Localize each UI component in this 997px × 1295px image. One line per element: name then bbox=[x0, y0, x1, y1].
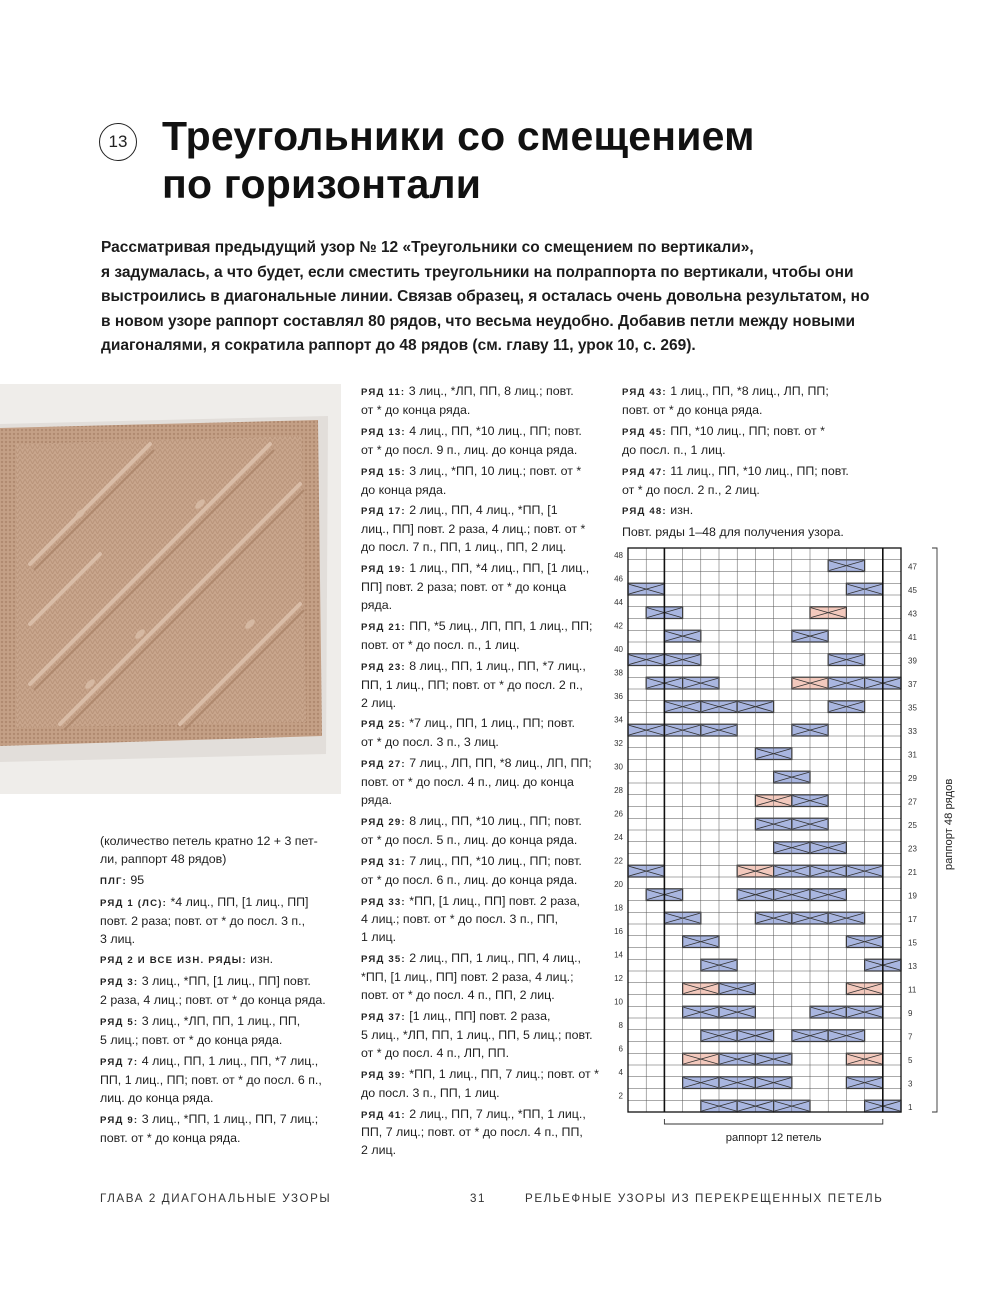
instruction-text: до посл. п., 1 лиц. bbox=[622, 442, 726, 457]
instruction-block bbox=[622, 463, 849, 500]
row-label: РЯД 25: bbox=[361, 719, 406, 731]
instruction-line bbox=[100, 1013, 326, 1032]
instruction-block bbox=[361, 560, 599, 615]
intro-line: Рассматривая предыдущий узор № 12 «Треугольники со смещением по вертикали», bbox=[101, 239, 754, 256]
row-number-right: 29 bbox=[908, 774, 917, 783]
row-number-left: 34 bbox=[614, 715, 623, 725]
instruction-line bbox=[361, 1106, 599, 1125]
instruction-text: повт. от * до посл. п., 1 лиц. bbox=[361, 637, 520, 652]
row-label: РЯД 37: bbox=[361, 1012, 406, 1023]
instruction-block bbox=[100, 872, 326, 891]
instruction-line bbox=[361, 695, 599, 713]
instruction-text: ПП] повт. 2 раза; повт. от * до конца bbox=[361, 580, 567, 595]
row-label: РЯД 33: bbox=[361, 896, 406, 908]
instruction-line bbox=[361, 774, 599, 792]
instruction-line bbox=[361, 893, 599, 912]
instruction-text: 7 лиц., ЛП, ПП, *8 лиц., ЛП, ПП; bbox=[405, 756, 592, 771]
row-label: РЯД 11: bbox=[361, 387, 406, 398]
instruction-text: 2 лиц., ПП, 4 лиц., *ПП, [1 bbox=[405, 503, 558, 518]
row-number-right: 7 bbox=[908, 1032, 913, 1042]
row-number-right: 33 bbox=[908, 727, 917, 736]
instruction-text: *7 лиц., ПП, 1 лиц., ПП; повт. bbox=[405, 716, 575, 731]
row-label: РЯД 41: bbox=[361, 1109, 406, 1121]
instruction-line bbox=[361, 579, 599, 597]
instruction-line bbox=[100, 913, 326, 931]
row-label: РЯД 47: bbox=[622, 466, 667, 478]
row-label: РЯД 23: bbox=[361, 661, 406, 673]
instruction-line bbox=[622, 442, 849, 460]
row-number-right: 5 bbox=[908, 1056, 913, 1065]
instruction-line bbox=[361, 618, 599, 637]
instruction-line bbox=[100, 973, 326, 992]
instruction-text: ПП, *5 лиц., ЛП, ПП, 1 лиц., ПП; bbox=[405, 618, 593, 633]
row-label: РЯД 9: bbox=[100, 1114, 139, 1126]
row-number-left: 26 bbox=[614, 809, 623, 819]
footer-section: РЕЛЬЕФНЫЕ УЗОРЫ ИЗ ПЕРЕКРЕЩЕННЫХ ПЕТЕЛЬ bbox=[525, 1192, 884, 1205]
instruction-block bbox=[100, 1013, 326, 1050]
instruction-text: от * до посл. 3 п., 3 лиц. bbox=[361, 735, 499, 750]
footer-chapter: ГЛАВА 2 ДИАГОНАЛЬНЫЕ УЗОРЫ bbox=[100, 1192, 332, 1205]
instruction-text: 7 лиц., ПП, *10 лиц., ПП; повт. bbox=[405, 853, 582, 868]
row-label: РЯД 19: bbox=[361, 564, 406, 576]
instruction-line bbox=[361, 423, 599, 442]
row-number-right: 47 bbox=[908, 562, 917, 572]
instruction-text: 2 лиц. bbox=[361, 1143, 397, 1158]
instruction-line bbox=[361, 1085, 599, 1103]
instruction-line bbox=[361, 853, 599, 872]
instruction-line bbox=[100, 1032, 326, 1050]
instruction-line bbox=[361, 482, 599, 500]
instruction-text: *ПП, [1 лиц., ПП] повт. 2 раза, bbox=[405, 893, 580, 908]
instruction-line bbox=[100, 992, 326, 1010]
row-label: РЯД 17: bbox=[361, 506, 406, 518]
instruction-block bbox=[100, 951, 326, 970]
intro-paragraph bbox=[101, 236, 871, 359]
row-label: РЯД 3: bbox=[100, 977, 139, 989]
instruction-text: 2 лиц., ПП, 1 лиц., ПП, 4 лиц., bbox=[405, 951, 581, 966]
row-number-left: 10 bbox=[614, 997, 623, 1007]
instruction-line bbox=[622, 402, 849, 420]
instruction-line bbox=[100, 872, 326, 891]
row-label: РЯД 13: bbox=[361, 426, 406, 438]
instruction-line bbox=[361, 734, 599, 752]
page-number: 31 bbox=[470, 1192, 487, 1205]
row-label: РЯД 39: bbox=[361, 1069, 406, 1081]
instruction-text: изн. bbox=[666, 503, 694, 518]
instruction-line bbox=[622, 423, 849, 442]
instruction-line bbox=[100, 833, 326, 851]
pattern-number-badge bbox=[99, 123, 137, 161]
instruction-line bbox=[361, 677, 599, 695]
instruction-text: 3 лиц., *ЛП, ПП, 8 лиц.; повт. bbox=[405, 384, 574, 398]
instruction-line bbox=[361, 502, 599, 521]
row-number-right: 25 bbox=[908, 821, 917, 830]
instruction-block bbox=[100, 973, 326, 1010]
instruction-line bbox=[361, 872, 599, 890]
instruction-text: лиц., ПП] повт. 2 раза, 4 лиц.; повт. от * bbox=[361, 522, 586, 537]
row-label: РЯД 48: bbox=[622, 506, 667, 518]
instruction-line bbox=[361, 658, 599, 677]
instruction-text: от * до посл. 2 п., 2 лиц. bbox=[622, 482, 760, 497]
instruction-text: 5 лиц., *ЛП, ПП, 1 лиц., ПП, 5 лиц.; повт. bbox=[361, 1027, 593, 1042]
instruction-text: до конца ряда. bbox=[361, 482, 447, 497]
instruction-line bbox=[361, 402, 599, 420]
instruction-line bbox=[361, 1124, 599, 1142]
row-number-right: 3 bbox=[908, 1079, 913, 1089]
instruction-line bbox=[361, 560, 599, 579]
instruction-block bbox=[361, 658, 599, 713]
row-number-right: 45 bbox=[908, 586, 917, 595]
instructions-column-1 bbox=[100, 833, 326, 1151]
instruction-line bbox=[622, 463, 849, 482]
row-number-left: 48 bbox=[614, 550, 623, 560]
row-number-left: 6 bbox=[618, 1044, 623, 1054]
instruction-line bbox=[622, 502, 849, 521]
instruction-text: от * до посл. 9 п., лиц. до конца ряда. bbox=[361, 442, 578, 457]
row-label: РЯД 2 И ВСЕ ИЗН. РЯДЫ: bbox=[100, 955, 247, 967]
instruction-block bbox=[100, 1053, 326, 1108]
row-repeat-label: раппорт 48 рядов bbox=[943, 778, 955, 871]
instruction-text: 8 лиц., ПП, *10 лиц., ПП; повт. bbox=[405, 813, 582, 828]
instruction-text: 3 лиц. bbox=[100, 931, 136, 946]
stitch-repeat-label: раппорт 12 петель bbox=[725, 1132, 822, 1144]
row-number-right: 19 bbox=[908, 891, 917, 901]
instruction-text: 4 лиц., ПП, 1 лиц., ПП, *7 лиц., bbox=[138, 1053, 319, 1068]
instruction-block bbox=[361, 1008, 599, 1063]
instruction-block bbox=[622, 502, 849, 521]
instruction-block bbox=[622, 423, 849, 460]
instruction-block bbox=[100, 894, 326, 949]
row-number-right: 13 bbox=[908, 962, 917, 971]
row-number-left: 16 bbox=[614, 926, 623, 936]
intro-line: выстроились в диагональные линии. Связав образец, я осталась очень довольна результатом, но bbox=[101, 288, 870, 305]
instruction-line bbox=[361, 463, 599, 482]
row-number-right: 39 bbox=[908, 656, 917, 666]
instruction-line bbox=[100, 1072, 326, 1090]
instruction-line bbox=[361, 950, 599, 969]
instruction-line bbox=[100, 951, 326, 970]
instruction-text: от * до конца ряда. bbox=[361, 402, 471, 417]
instruction-line bbox=[361, 539, 599, 557]
instruction-text: Повт. ряды 1–48 для получения узора. bbox=[622, 525, 844, 540]
instruction-text: 4 лиц.; повт. от * до посл. 3 п., ПП, bbox=[361, 912, 559, 927]
row-number-right: 43 bbox=[908, 609, 917, 619]
row-number-left: 8 bbox=[618, 1020, 623, 1030]
pattern-number: 13 bbox=[108, 132, 128, 151]
instruction-text: [1 лиц., ПП] повт. 2 раза, bbox=[405, 1009, 551, 1023]
page-title bbox=[162, 112, 755, 208]
instruction-text: 3 лиц., *ПП, 10 лиц.; повт. от * bbox=[405, 463, 582, 478]
instruction-text: 3 лиц., *ПП, 1 лиц., ПП, 7 лиц.; bbox=[138, 1111, 319, 1126]
instruction-line bbox=[361, 442, 599, 460]
instruction-block bbox=[361, 715, 599, 752]
row-number-right: 1 bbox=[908, 1103, 913, 1112]
row-number-right: 23 bbox=[908, 844, 917, 854]
instruction-block bbox=[361, 1106, 599, 1161]
instruction-text: ПП, 1 лиц., ПП; повт. от * до посл. 6 п., bbox=[100, 1072, 322, 1087]
row-number-right: 27 bbox=[908, 797, 917, 807]
row-number-left: 38 bbox=[614, 668, 623, 678]
row-number-left: 20 bbox=[614, 879, 623, 889]
instruction-text: 1 лиц. bbox=[361, 930, 397, 945]
instruction-text: 1 лиц., ПП, *4 лиц., ПП, [1 лиц., bbox=[405, 561, 590, 576]
instruction-block bbox=[361, 423, 599, 460]
instruction-text: повт. от * до конца ряда. bbox=[622, 402, 763, 417]
row-number-left: 32 bbox=[614, 738, 623, 748]
instruction-line bbox=[361, 792, 599, 810]
instruction-block bbox=[361, 853, 599, 890]
instruction-line bbox=[622, 383, 849, 402]
instruction-text: повт. 2 раза; повт. от * до посл. 3 п., bbox=[100, 913, 306, 928]
instruction-block bbox=[361, 950, 599, 1005]
row-label: РЯД 31: bbox=[361, 856, 406, 868]
row-number-right: 31 bbox=[908, 750, 917, 760]
row-label: РЯД 7: bbox=[100, 1056, 139, 1068]
row-number-left: 22 bbox=[614, 856, 623, 866]
row-number-right: 15 bbox=[908, 938, 917, 948]
instruction-line bbox=[361, 597, 599, 615]
instruction-text: 3 лиц., *ЛП, ПП, 1 лиц., ПП, bbox=[138, 1014, 301, 1029]
instruction-text: ряда. bbox=[361, 597, 393, 612]
instruction-line bbox=[361, 383, 599, 402]
instruction-line bbox=[361, 1045, 599, 1063]
instruction-text: 2 лиц. bbox=[361, 695, 397, 710]
instruction-line bbox=[622, 482, 849, 500]
row-label: РЯД 1 (ЛС): bbox=[100, 897, 168, 909]
title-line-1: Треугольники со смещением bbox=[162, 113, 755, 159]
instruction-text: *ПП, 1 лиц., ПП, 7 лиц.; повт. от * bbox=[405, 1066, 599, 1081]
instruction-line bbox=[100, 1090, 326, 1108]
instruction-text: *ПП, [1 лиц., ПП] повт. 2 раза, 4 лиц.; bbox=[361, 970, 574, 985]
instructions-column-3 bbox=[622, 383, 849, 545]
instruction-line bbox=[100, 1130, 326, 1148]
row-number-left: 28 bbox=[614, 785, 623, 795]
instruction-block bbox=[361, 1066, 599, 1103]
instruction-text: ПП, *10 лиц., ПП; повт. от * bbox=[666, 423, 825, 438]
row-number-right: 37 bbox=[908, 680, 917, 689]
instruction-text: ПП, 1 лиц., ПП; повт. от * до посл. 2 п., bbox=[361, 677, 583, 692]
row-number-left: 18 bbox=[614, 903, 623, 913]
row-label: РЯД 15: bbox=[361, 466, 406, 478]
intro-line: диагоналями, я сократила раппорт до 48 рядов (см. главу 11, урок 10, с. 269). bbox=[101, 337, 696, 354]
knitting-chart bbox=[606, 540, 976, 1160]
instruction-block bbox=[361, 618, 599, 655]
instruction-line bbox=[361, 1027, 599, 1045]
row-label: ПЛГ: bbox=[100, 875, 127, 887]
row-number-left: 24 bbox=[614, 832, 623, 842]
row-number-left: 2 bbox=[618, 1091, 623, 1101]
instruction-line bbox=[361, 521, 599, 539]
row-number-left: 40 bbox=[614, 644, 623, 654]
instruction-line bbox=[361, 929, 599, 947]
row-number-left: 4 bbox=[618, 1067, 623, 1077]
instruction-block bbox=[361, 813, 599, 850]
instruction-text: повт. от * до посл. 4 п., лиц. до конца bbox=[361, 775, 574, 790]
instruction-line bbox=[361, 987, 599, 1005]
instruction-line bbox=[100, 1053, 326, 1072]
row-label: РЯД 43: bbox=[622, 387, 667, 398]
stitch-repeat-bracket bbox=[664, 1119, 882, 1124]
row-number-left: 36 bbox=[614, 691, 623, 701]
row-number-right: 11 bbox=[908, 985, 917, 995]
instruction-block bbox=[100, 1111, 326, 1148]
instruction-block bbox=[361, 383, 599, 420]
row-number-right: 35 bbox=[908, 703, 917, 713]
instruction-line bbox=[361, 1142, 599, 1160]
instruction-block bbox=[622, 383, 849, 420]
instruction-text: до посл. 3 п., ПП, 1 лиц. bbox=[361, 1085, 500, 1100]
instruction-text: лиц. до конца ряда. bbox=[100, 1090, 214, 1105]
instruction-text: 8 лиц., ПП, 1 лиц., ПП, *7 лиц., bbox=[405, 658, 586, 673]
instruction-line bbox=[361, 813, 599, 832]
instruction-block bbox=[100, 833, 326, 869]
instruction-text: от * до посл. 6 п., лиц. до конца ряда. bbox=[361, 872, 578, 887]
instruction-text: 95 bbox=[126, 872, 145, 887]
instruction-line bbox=[361, 832, 599, 850]
row-label: РЯД 5: bbox=[100, 1017, 139, 1029]
instruction-text: до посл. 7 п., ПП, 1 лиц., ПП, 2 лиц. bbox=[361, 540, 567, 555]
instruction-block bbox=[361, 893, 599, 948]
instruction-text: ряда. bbox=[361, 793, 393, 808]
instruction-text: *4 лиц., ПП, [1 лиц., ПП] bbox=[167, 894, 309, 909]
row-number-left: 12 bbox=[614, 973, 623, 983]
instruction-line bbox=[361, 637, 599, 655]
instruction-line bbox=[361, 969, 599, 987]
row-number-left: 46 bbox=[614, 574, 623, 584]
instructions-column-2 bbox=[361, 383, 599, 1163]
instruction-text: от * до посл. 4 п., ЛП, ПП. bbox=[361, 1045, 510, 1060]
instruction-text: изн. bbox=[246, 952, 274, 967]
instruction-line bbox=[100, 931, 326, 949]
row-label: РЯД 35: bbox=[361, 954, 406, 966]
instruction-text: 1 лиц., ПП, *8 лиц., ЛП, ПП; bbox=[666, 384, 829, 398]
instruction-line bbox=[361, 1066, 599, 1085]
instruction-text: повт. от * до конца ряда. bbox=[100, 1130, 241, 1145]
instruction-line bbox=[361, 715, 599, 734]
row-number-right: 17 bbox=[908, 915, 917, 924]
title-line-2: по горизонтали bbox=[162, 161, 482, 207]
instruction-text: 4 лиц., ПП, *10 лиц., ПП; повт. bbox=[405, 423, 582, 438]
intro-line: я задумалась, а что будет, если сместить треугольники на полраппорта по вертикали, чтобы они bbox=[101, 263, 854, 281]
instruction-text: 3 лиц., *ПП, [1 лиц., ПП] повт. bbox=[138, 974, 311, 989]
knitted-swatch-photo bbox=[0, 384, 341, 794]
instruction-text: ли, раппорт 48 рядов) bbox=[100, 851, 227, 866]
instruction-line bbox=[100, 894, 326, 913]
row-number-left: 14 bbox=[614, 950, 623, 960]
intro-line: в новом узоре раппорт составлял 80 рядов, что весьма неудобно. Добавив петли между новыми bbox=[101, 312, 856, 330]
row-number-right: 21 bbox=[908, 868, 917, 877]
instruction-line bbox=[361, 1008, 599, 1027]
instruction-line bbox=[361, 911, 599, 929]
instruction-block bbox=[361, 463, 599, 500]
instruction-text: повт. от * до посл. 4 п., ПП, 2 лиц. bbox=[361, 988, 555, 1003]
instruction-line bbox=[361, 755, 599, 774]
row-label: РЯД 21: bbox=[361, 621, 406, 633]
instruction-line bbox=[100, 1111, 326, 1130]
row-repeat-bracket bbox=[932, 548, 937, 1112]
row-label: РЯД 29: bbox=[361, 816, 406, 828]
instruction-text: 5 лиц.; повт. от * до конца ряда. bbox=[100, 1033, 283, 1048]
row-number-left: 42 bbox=[614, 621, 623, 631]
instruction-text: ПП, 7 лиц.; повт. от * до посл. 4 п., ПП, bbox=[361, 1125, 583, 1140]
row-number-left: 44 bbox=[614, 597, 623, 607]
row-number-right: 9 bbox=[908, 1009, 913, 1018]
instruction-block bbox=[361, 755, 599, 810]
row-label: РЯД 27: bbox=[361, 759, 406, 771]
instruction-text: 2 лиц., ПП, 7 лиц., *ПП, 1 лиц., bbox=[405, 1106, 586, 1121]
instruction-block bbox=[361, 502, 599, 557]
row-number-right: 41 bbox=[908, 633, 917, 642]
instruction-line bbox=[100, 851, 326, 869]
row-number-left: 30 bbox=[614, 762, 623, 772]
row-label: РЯД 45: bbox=[622, 426, 667, 438]
instruction-text: от * до посл. 5 п., лиц. до конца ряда. bbox=[361, 832, 578, 847]
instruction-text: (количество петель кратно 12 + 3 пет- bbox=[100, 834, 318, 848]
instruction-text: 2 раза, 4 лиц.; повт. от * до конца ряда. bbox=[100, 993, 326, 1008]
instruction-text: 11 лиц., ПП, *10 лиц., ПП; повт. bbox=[666, 463, 849, 478]
